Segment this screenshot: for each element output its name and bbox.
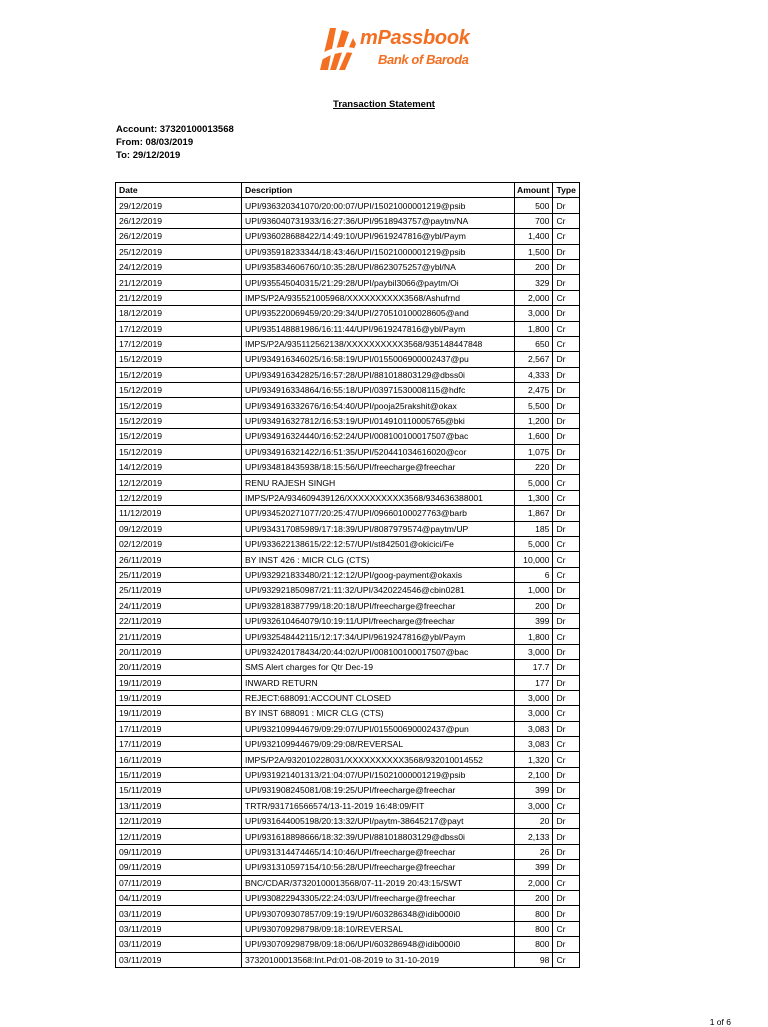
cell-type: Dr <box>553 244 579 259</box>
cell-amount: 329 <box>515 275 553 290</box>
cell-amount: 2,000 <box>515 875 553 890</box>
cell-amount: 3,000 <box>515 798 553 813</box>
cell-amount: 800 <box>515 921 553 936</box>
cell-amount: 500 <box>515 198 553 213</box>
cell-description: UPI/930822943305/22:24:03/UPI/freecharge@freechar <box>242 890 515 905</box>
cell-amount: 2,567 <box>515 352 553 367</box>
table-row <box>116 721 580 736</box>
table-row <box>116 767 580 782</box>
mpassbook-logo <box>316 24 470 76</box>
cell-type: Cr <box>553 336 579 351</box>
table-row <box>116 306 580 321</box>
table-row <box>116 552 580 567</box>
table-row <box>116 321 580 336</box>
cell-amount: 1,400 <box>515 229 553 244</box>
cell-description: UPI/933622138615/22:12:57/UPI/st842501@okicici/Fe <box>242 536 515 551</box>
cell-type: Dr <box>553 814 579 829</box>
cell-date: 17/11/2019 <box>116 721 242 736</box>
cell-description: IMPS/P2A/932010228031/XXXXXXXXXX3568/932010014552 <box>242 752 515 767</box>
cell-type: Dr <box>553 367 579 382</box>
cell-type: Cr <box>553 490 579 505</box>
cell-description: UPI/932109944679/09:29:07/UPI/015500690002437@pun <box>242 721 515 736</box>
cell-description: UPI/931921401313/21:04:07/UPI/15021000001219@psib <box>242 767 515 782</box>
cell-date: 09/11/2019 <box>116 860 242 875</box>
cell-date: 25/11/2019 <box>116 583 242 598</box>
table-row <box>116 367 580 382</box>
cell-date: 02/12/2019 <box>116 536 242 551</box>
cell-date: 21/12/2019 <box>116 290 242 305</box>
cell-date: 15/12/2019 <box>116 413 242 428</box>
column-header-type: Type <box>553 183 579 198</box>
cell-description: UPI/932610464079/10:19:11/UPI/freecharge@freechar <box>242 613 515 628</box>
cell-description: UPI/930709298798/09:18:06/UPI/603286948@idib000i0 <box>242 937 515 952</box>
cell-description: UPI/932818387799/18:20:18/UPI/freecharge@freechar <box>242 598 515 613</box>
cell-date: 18/12/2019 <box>116 306 242 321</box>
cell-amount: 650 <box>515 336 553 351</box>
cell-date: 22/11/2019 <box>116 613 242 628</box>
cell-type: Cr <box>553 229 579 244</box>
cell-type: Cr <box>553 875 579 890</box>
cell-amount: 800 <box>515 937 553 952</box>
cell-type: Dr <box>553 660 579 675</box>
table-row <box>116 490 580 505</box>
cell-date: 07/11/2019 <box>116 875 242 890</box>
cell-description: UPI/935834606760/10:35:28/UPI/8623075257@ybl/NA <box>242 259 515 274</box>
table-row <box>116 521 580 536</box>
cell-description: TRTR/931716566574/13-11-2019 16:48:09/FIT <box>242 798 515 813</box>
cell-amount: 1,800 <box>515 321 553 336</box>
cell-date: 25/11/2019 <box>116 567 242 582</box>
cell-type: Dr <box>553 613 579 628</box>
table-row <box>116 613 580 628</box>
table-row <box>116 275 580 290</box>
table-row <box>116 644 580 659</box>
cell-amount: 200 <box>515 259 553 274</box>
cell-date: 20/11/2019 <box>116 660 242 675</box>
column-header-description: Description <box>242 183 515 198</box>
cell-amount: 1,000 <box>515 583 553 598</box>
cell-amount: 5,500 <box>515 398 553 413</box>
table-row <box>116 229 580 244</box>
cell-amount: 1,600 <box>515 429 553 444</box>
cell-date: 17/11/2019 <box>116 737 242 752</box>
logo-subtitle: Bank of Baroda <box>378 52 469 67</box>
cell-description: UPI/934916334864/16:55:18/UPI/03971530008115@hdfc <box>242 383 515 398</box>
cell-date: 15/11/2019 <box>116 767 242 782</box>
cell-amount: 3,000 <box>515 706 553 721</box>
cell-date: 12/12/2019 <box>116 490 242 505</box>
cell-type: Cr <box>553 629 579 644</box>
cell-type: Cr <box>553 952 579 967</box>
table-row <box>116 737 580 752</box>
cell-amount: 5,000 <box>515 536 553 551</box>
cell-amount: 2,133 <box>515 829 553 844</box>
cell-type: Cr <box>553 921 579 936</box>
to-date: To: 29/12/2019 <box>116 150 181 161</box>
cell-type: Dr <box>553 690 579 705</box>
cell-type: Cr <box>553 798 579 813</box>
table-row <box>116 598 580 613</box>
cell-description: UPI/934916327812/16:53:19/UPI/014910110005765@bki <box>242 413 515 428</box>
cell-date: 03/11/2019 <box>116 906 242 921</box>
cell-type: Dr <box>553 721 579 736</box>
cell-date: 19/11/2019 <box>116 690 242 705</box>
cell-type: Dr <box>553 644 579 659</box>
cell-date: 12/11/2019 <box>116 814 242 829</box>
cell-date: 15/11/2019 <box>116 783 242 798</box>
cell-amount: 98 <box>515 952 553 967</box>
cell-date: 19/11/2019 <box>116 706 242 721</box>
cell-date: 21/12/2019 <box>116 275 242 290</box>
cell-type: Cr <box>553 567 579 582</box>
cell-date: 26/12/2019 <box>116 229 242 244</box>
cell-amount: 2,100 <box>515 767 553 782</box>
cell-amount: 177 <box>515 675 553 690</box>
cell-amount: 5,000 <box>515 475 553 490</box>
cell-amount: 4,333 <box>515 367 553 382</box>
cell-amount: 26 <box>515 844 553 859</box>
table-row <box>116 460 580 475</box>
table-row <box>116 413 580 428</box>
cell-amount: 10,000 <box>515 552 553 567</box>
table-row <box>116 890 580 905</box>
cell-description: UPI/934916324440/16:52:24/UPI/008100100017507@bac <box>242 429 515 444</box>
cell-description: IMPS/P2A/934609439126/XXXXXXXXXX3568/934636388001 <box>242 490 515 505</box>
cell-type: Dr <box>553 413 579 428</box>
table-row <box>116 536 580 551</box>
cell-amount: 220 <box>515 460 553 475</box>
table-row <box>116 290 580 305</box>
cell-type: Dr <box>553 259 579 274</box>
cell-description: 37320100013568:Int.Pd:01-08-2019 to 31-10-2019 <box>242 952 515 967</box>
cell-amount: 3,083 <box>515 737 553 752</box>
cell-date: 14/12/2019 <box>116 460 242 475</box>
cell-description: UPI/935148881986/16:11:44/UPI/9619247816@ybl/Paym <box>242 321 515 336</box>
table-row <box>116 814 580 829</box>
table-row <box>116 444 580 459</box>
bank-of-baroda-rays-icon <box>316 26 356 72</box>
cell-type: Dr <box>553 906 579 921</box>
cell-date: 03/11/2019 <box>116 952 242 967</box>
cell-type: Cr <box>553 536 579 551</box>
cell-description: UPI/932548442115/12:17:34/UPI/9619247816@ybl/Paym <box>242 629 515 644</box>
table-row <box>116 244 580 259</box>
cell-type: Dr <box>553 275 579 290</box>
cell-date: 20/11/2019 <box>116 644 242 659</box>
table-row <box>116 844 580 859</box>
cell-amount: 1,320 <box>515 752 553 767</box>
table-row <box>116 706 580 721</box>
cell-date: 25/12/2019 <box>116 244 242 259</box>
table-row <box>116 921 580 936</box>
cell-type: Dr <box>553 306 579 321</box>
cell-description: UPI/930709307857/09:19:19/UPI/603286348@idib000i0 <box>242 906 515 921</box>
cell-amount: 399 <box>515 860 553 875</box>
cell-type: Cr <box>553 552 579 567</box>
cell-date: 12/12/2019 <box>116 475 242 490</box>
cell-amount: 399 <box>515 783 553 798</box>
cell-date: 26/11/2019 <box>116 552 242 567</box>
cell-description: UPI/935918233344/18:43:46/UPI/15021000001219@psib <box>242 244 515 259</box>
table-row <box>116 398 580 413</box>
table-row <box>116 798 580 813</box>
cell-type: Dr <box>553 844 579 859</box>
table-row <box>116 506 580 521</box>
cell-amount: 399 <box>515 613 553 628</box>
cell-date: 24/11/2019 <box>116 598 242 613</box>
cell-description: UPI/934916321422/16:51:35/UPI/520441034616020@cor <box>242 444 515 459</box>
cell-description: UPI/934818435938/18:15:56/UPI/freecharge@freechar <box>242 460 515 475</box>
table-row <box>116 198 580 213</box>
cell-type: Cr <box>553 752 579 767</box>
cell-description: UPI/936040731933/16:27:36/UPI/9518943757@paytm/NA <box>242 213 515 228</box>
cell-amount: 800 <box>515 906 553 921</box>
cell-description: UPI/931618898666/18:32:39/UPI/881018803129@dbss0i <box>242 829 515 844</box>
cell-amount: 2,475 <box>515 383 553 398</box>
cell-date: 17/12/2019 <box>116 321 242 336</box>
cell-description: INWARD RETURN <box>242 675 515 690</box>
cell-date: 15/12/2019 <box>116 429 242 444</box>
cell-description: UPI/931314474465/14:10:46/UPI/freecharge@freechar <box>242 844 515 859</box>
cell-date: 24/12/2019 <box>116 259 242 274</box>
table-row <box>116 906 580 921</box>
cell-date: 13/11/2019 <box>116 798 242 813</box>
logo-title: mPassbook <box>360 27 470 49</box>
cell-description: SMS Alert charges for Qtr Dec-19 <box>242 660 515 675</box>
transaction-rows <box>116 198 580 968</box>
table-row <box>116 937 580 952</box>
table-row <box>116 336 580 351</box>
table-row <box>116 860 580 875</box>
from-date: From: 08/03/2019 <box>116 137 194 148</box>
cell-type: Dr <box>553 383 579 398</box>
cell-amount: 1,867 <box>515 506 553 521</box>
cell-description: BY INST 426 : MICR CLG (CTS) <box>242 552 515 567</box>
cell-amount: 20 <box>515 814 553 829</box>
cell-description: UPI/934520271077/20:25:47/UPI/09660100027763@barb <box>242 506 515 521</box>
cell-amount: 1,300 <box>515 490 553 505</box>
table-row <box>116 475 580 490</box>
cell-type: Dr <box>553 398 579 413</box>
cell-type: Dr <box>553 198 579 213</box>
cell-amount: 1,500 <box>515 244 553 259</box>
cell-amount: 3,000 <box>515 306 553 321</box>
table-row <box>116 213 580 228</box>
cell-type: Dr <box>553 583 579 598</box>
cell-description: UPI/931310597154/10:56:28/UPI/freecharge@freechar <box>242 860 515 875</box>
table-row <box>116 567 580 582</box>
table-row <box>116 690 580 705</box>
cell-description: UPI/932420178434/20:44:02/UPI/008100100017507@bac <box>242 644 515 659</box>
table-row <box>116 783 580 798</box>
page-number: 1 of 6 <box>709 1017 731 1027</box>
cell-date: 03/11/2019 <box>116 921 242 936</box>
cell-description: UPI/936320341070/20:00:07/UPI/15021000001219@psib <box>242 198 515 213</box>
cell-description: UPI/936028688422/14:49:10/UPI/9619247816@ybl/Paym <box>242 229 515 244</box>
cell-date: 15/12/2019 <box>116 383 242 398</box>
cell-date: 17/12/2019 <box>116 336 242 351</box>
cell-description: IMPS/P2A/935112562138/XXXXXXXXXX3568/935148447848 <box>242 336 515 351</box>
cell-type: Cr <box>553 290 579 305</box>
cell-amount: 700 <box>515 213 553 228</box>
cell-description: BNC/CDAR/37320100013568/07-11-2019 20:43:15/SWT <box>242 875 515 890</box>
cell-description: UPI/935220069459/20:29:34/UPI/270510100028605@and <box>242 306 515 321</box>
cell-type: Dr <box>553 352 579 367</box>
cell-description: UPI/934916346025/16:58:19/UPI/0155006900002437@pu <box>242 352 515 367</box>
table-header-row <box>116 183 580 198</box>
cell-amount: 1,200 <box>515 413 553 428</box>
cell-amount: 6 <box>515 567 553 582</box>
cell-amount: 17.7 <box>515 660 553 675</box>
table-row <box>116 752 580 767</box>
cell-date: 04/11/2019 <box>116 890 242 905</box>
cell-date: 16/11/2019 <box>116 752 242 767</box>
table-row <box>116 429 580 444</box>
cell-date: 15/12/2019 <box>116 352 242 367</box>
table-row <box>116 259 580 274</box>
cell-date: 26/12/2019 <box>116 213 242 228</box>
cell-type: Dr <box>553 521 579 536</box>
cell-description: BY INST 688091 : MICR CLG (CTS) <box>242 706 515 721</box>
cell-description: IMPS/P2A/935521005968/XXXXXXXXXX3568/Ashufrnd <box>242 290 515 305</box>
cell-date: 15/12/2019 <box>116 398 242 413</box>
cell-description: UPI/930709298798/09:18:10/REVERSAL <box>242 921 515 936</box>
table-row <box>116 952 580 967</box>
cell-amount: 3,000 <box>515 644 553 659</box>
table-row <box>116 675 580 690</box>
cell-amount: 200 <box>515 598 553 613</box>
cell-description: UPI/932921833480/21:12:12/UPI/goog-payment@okaxis <box>242 567 515 582</box>
cell-type: Dr <box>553 598 579 613</box>
cell-type: Dr <box>553 860 579 875</box>
table-row <box>116 660 580 675</box>
cell-description: UPI/931644005198/20:13:32/UPI/paytm-38645217@payt <box>242 814 515 829</box>
cell-type: Dr <box>553 829 579 844</box>
cell-type: Cr <box>553 737 579 752</box>
cell-date: 09/11/2019 <box>116 844 242 859</box>
cell-type: Dr <box>553 460 579 475</box>
cell-description: UPI/934317085989/17:18:39/UPI/8087979574@paytm/UP <box>242 521 515 536</box>
cell-type: Cr <box>553 321 579 336</box>
cell-amount: 3,083 <box>515 721 553 736</box>
cell-type: Cr <box>553 213 579 228</box>
cell-description: UPI/934916332676/16:54:40/UPI/pooja25rakshit@okax <box>242 398 515 413</box>
cell-description: UPI/932921850987/21:11:32/UPI/3420224546@cbin0281 <box>242 583 515 598</box>
table-row <box>116 875 580 890</box>
cell-date: 03/11/2019 <box>116 937 242 952</box>
cell-description: UPI/932109944679/09:29:08/REVERSAL <box>242 737 515 752</box>
cell-date: 15/12/2019 <box>116 444 242 459</box>
account-number: Account: 37320100013568 <box>116 124 234 135</box>
cell-type: Dr <box>553 937 579 952</box>
cell-amount: 200 <box>515 890 553 905</box>
cell-type: Cr <box>553 475 579 490</box>
cell-amount: 3,000 <box>515 690 553 705</box>
cell-date: 11/12/2019 <box>116 506 242 521</box>
cell-date: 12/11/2019 <box>116 829 242 844</box>
cell-date: 21/11/2019 <box>116 629 242 644</box>
cell-type: Dr <box>553 506 579 521</box>
cell-amount: 2,000 <box>515 290 553 305</box>
cell-type: Dr <box>553 675 579 690</box>
cell-amount: 1,075 <box>515 444 553 459</box>
cell-description: UPI/935545040315/21:29:28/UPI/paybil3066@paytm/Oi <box>242 275 515 290</box>
transaction-table <box>115 182 580 968</box>
cell-description: RENU RAJESH SINGH <box>242 475 515 490</box>
cell-amount: 185 <box>515 521 553 536</box>
cell-date: 15/12/2019 <box>116 367 242 382</box>
cell-date: 29/12/2019 <box>116 198 242 213</box>
table-row <box>116 383 580 398</box>
table-row <box>116 352 580 367</box>
table-row <box>116 583 580 598</box>
cell-type: Dr <box>553 429 579 444</box>
cell-date: 19/11/2019 <box>116 675 242 690</box>
column-header-date: Date <box>116 183 242 198</box>
cell-description: REJECT:688091:ACCOUNT CLOSED <box>242 690 515 705</box>
cell-amount: 1,800 <box>515 629 553 644</box>
cell-description: UPI/931908245081/08:19:25/UPI/freecharge@freechar <box>242 783 515 798</box>
cell-type: Dr <box>553 783 579 798</box>
table-row <box>116 629 580 644</box>
cell-type: Dr <box>553 890 579 905</box>
column-header-amount: Amount <box>515 183 553 198</box>
cell-type: Dr <box>553 767 579 782</box>
document-title: Transaction Statement <box>333 99 435 110</box>
cell-date: 09/12/2019 <box>116 521 242 536</box>
cell-type: Dr <box>553 444 579 459</box>
table-row <box>116 829 580 844</box>
cell-type: Cr <box>553 706 579 721</box>
cell-description: UPI/934916342825/16:57:28/UPI/881018803129@dbss0i <box>242 367 515 382</box>
